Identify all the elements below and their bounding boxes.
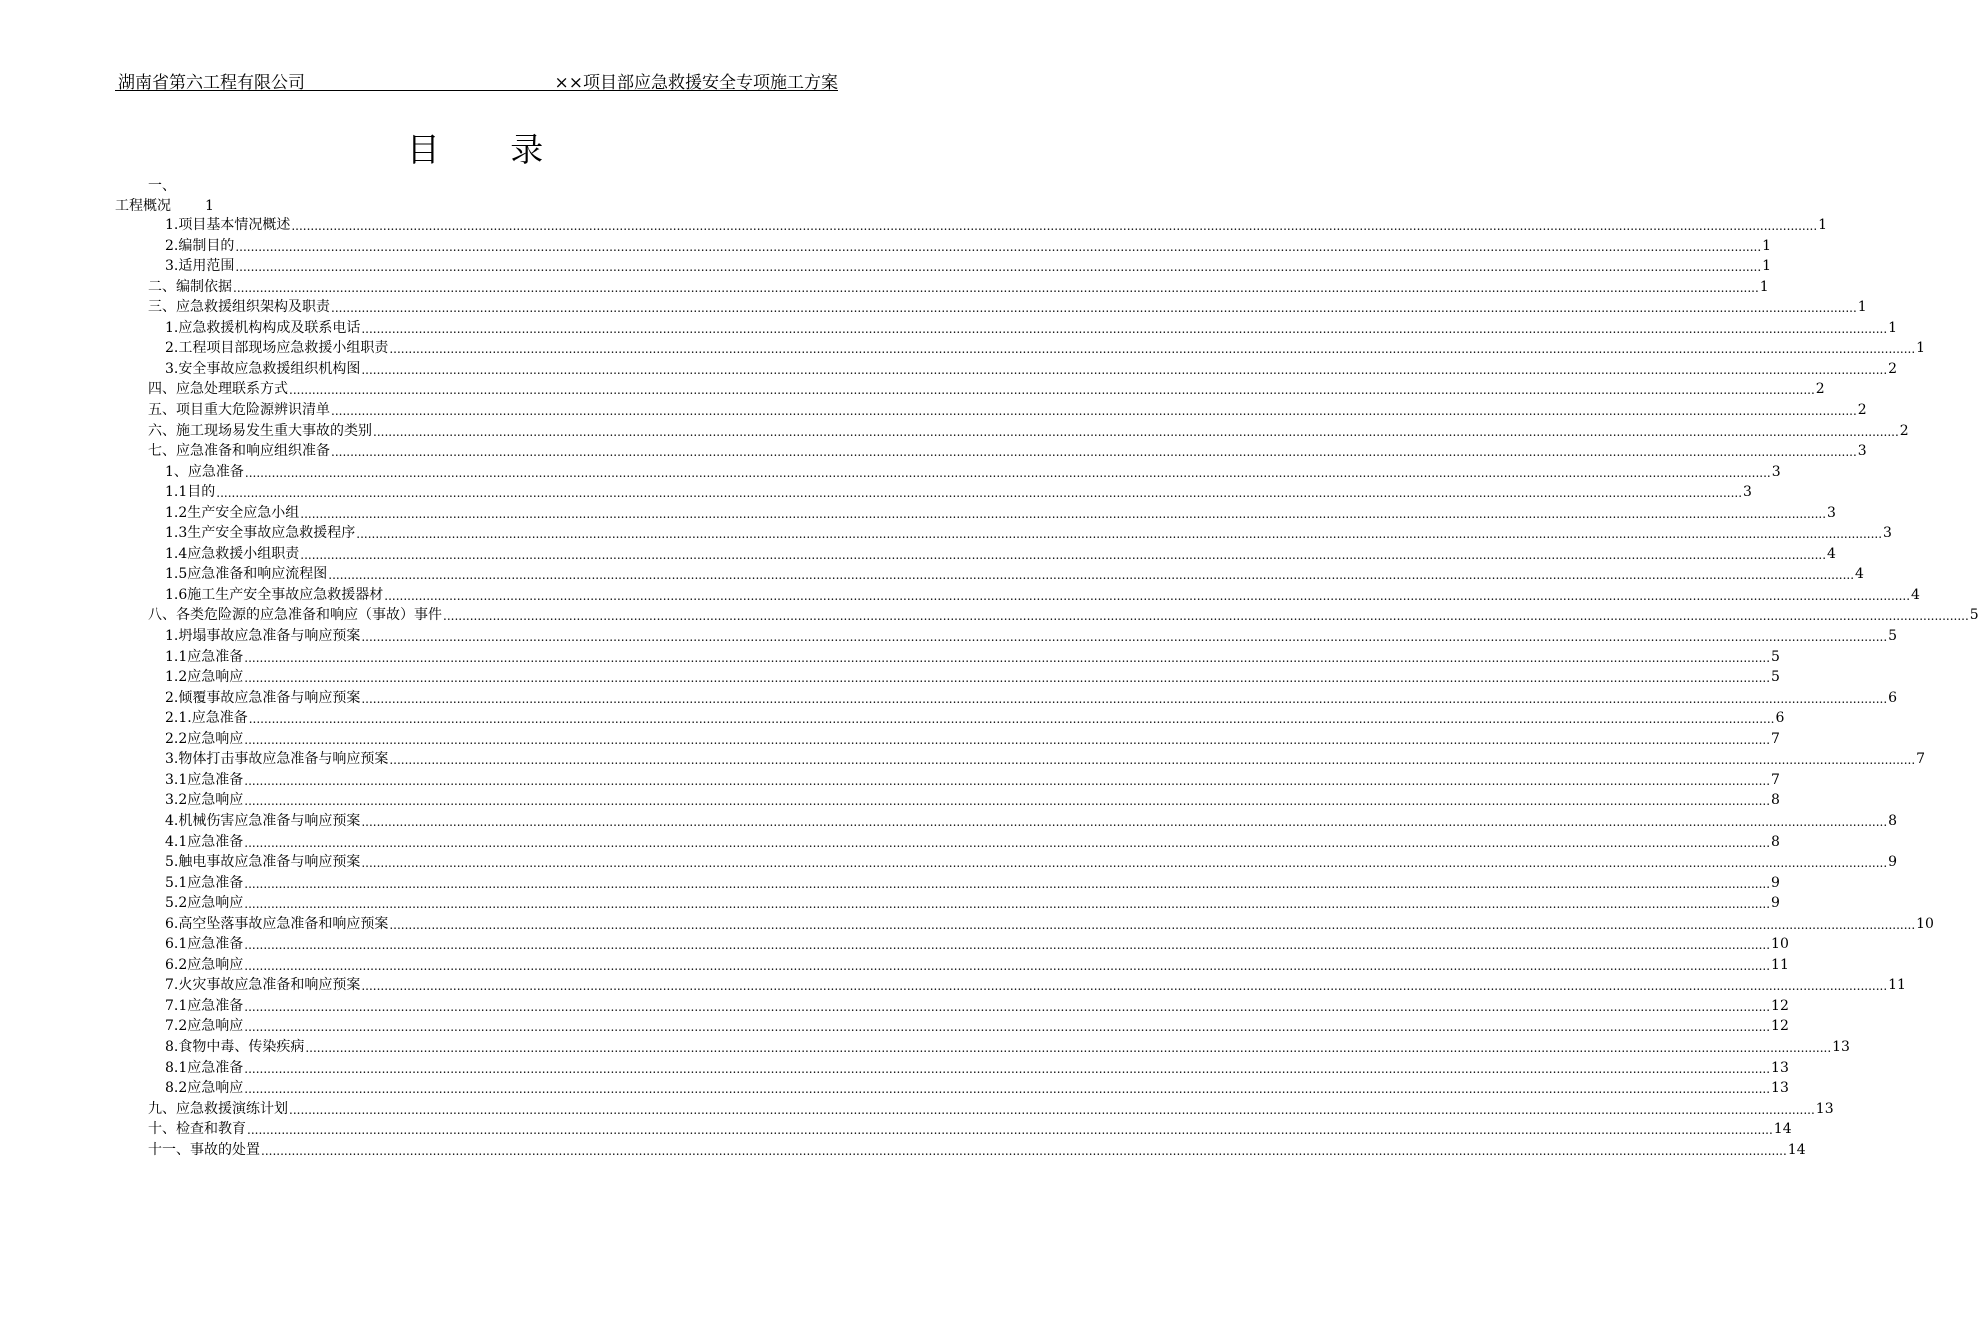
toc-entry-page: 3	[1857, 443, 1867, 460]
toc-entry-text: 九、应急救援演练计划	[148, 1100, 288, 1117]
toc-entry[interactable]	[165, 832, 1780, 852]
toc-entry-text: 应急响应	[187, 1018, 244, 1035]
toc-entry-text: 二、编制依据	[148, 278, 232, 295]
dot-leader: ................................................................................................................................................................................................................................................................................................................................................................................................................	[261, 1143, 1787, 1158]
toc-entry-text: 三、应急救援组织架构及职责	[148, 299, 330, 316]
dot-leader: ................................................................................................................................................................................................................................................................................................................................................................................................................	[244, 876, 1771, 891]
toc-entry-text: 应急准备	[187, 771, 244, 788]
dot-leader: ................................................................................................................................................................................................................................................................................................................................................................................................................	[244, 465, 1771, 480]
toc-entry-page: 6	[1775, 710, 1785, 727]
toc-entry-page: 5	[1771, 648, 1780, 665]
dot-leader: ................................................................................................................................................................................................................................................................................................................................................................................................................	[331, 301, 1857, 316]
dot-leader: ................................................................................................................................................................................................................................................................................................................................................................................................................	[248, 712, 1775, 727]
toc-entry-text: 生产安全应急小组	[187, 504, 300, 521]
dot-leader: ................................................................................................................................................................................................................................................................................................................................................................................................................	[305, 1041, 1832, 1055]
toc-entry-page: 1	[1818, 217, 1828, 233]
toc-entry[interactable]	[148, 441, 1867, 461]
dot-leader: ................................................................................................................................................................................................................................................................................................................................................................................................................	[216, 486, 1743, 501]
toc-entry-page: 13	[1832, 1039, 1850, 1055]
toc-entry-number: 3.	[165, 258, 179, 275]
toc-entry-number: 1.2	[165, 504, 188, 521]
toc-entry-page: 7	[1771, 730, 1780, 747]
dot-leader: ................................................................................................................................................................................................................................................................................................................................................................................................................	[443, 609, 1969, 624]
toc-entry-text: 四、应急处理联系方式	[148, 381, 288, 398]
toc-entry[interactable]	[165, 688, 1898, 708]
toc-entry[interactable]	[148, 1099, 1834, 1119]
toc-entry-page: 11	[1771, 956, 1789, 973]
toc-entry-number: 2.1.	[165, 710, 192, 727]
toc-entry-number: 1.1	[165, 484, 188, 501]
toc-entry-number: 8.	[165, 1039, 179, 1055]
toc-entry-page: 2	[1815, 381, 1825, 398]
toc-entry[interactable]	[165, 708, 1785, 728]
toc-entry-text: 物体打击事故应急准备与响应预案	[178, 751, 389, 768]
dot-leader: ................................................................................................................................................................................................................................................................................................................................................................................................................	[300, 506, 1827, 521]
toc-entry-number: 6.1	[165, 936, 188, 953]
toc-entry-text: 应急准备	[187, 936, 244, 953]
toc-entry-number: 1.6	[165, 586, 188, 603]
toc-entry-text: 应急响应	[187, 792, 244, 809]
toc-entry-number: 5.	[165, 854, 179, 871]
toc-entry-page: 7	[1771, 771, 1780, 788]
toc-entry-text: 应急救援小组职责	[187, 545, 300, 562]
dot-leader: ................................................................................................................................................................................................................................................................................................................................................................................................................	[247, 1123, 1773, 1138]
toc-entry-number: 2.	[165, 689, 179, 706]
dot-leader: ................................................................................................................................................................................................................................................................................................................................................................................................................	[361, 856, 1888, 871]
toc-entry-page: 1	[1888, 319, 1898, 336]
toc-entry[interactable]	[165, 852, 1898, 872]
toc-entry-number: 1.	[165, 319, 179, 336]
dot-leader: ................................................................................................................................................................................................................................................................................................................................................................................................................	[389, 342, 1916, 357]
toc-entry-text: 火灾事故应急准备和响应预案	[178, 977, 361, 994]
toc-entry-first-num[interactable]: 一、	[148, 178, 176, 194]
dot-leader: ................................................................................................................................................................................................................................................................................................................................................................................................................	[373, 424, 1899, 439]
dot-leader: ................................................................................................................................................................................................................................................................................................................................................................................................................	[244, 835, 1771, 850]
dot-leader: ................................................................................................................................................................................................................................................................................................................................................................................................................	[244, 1061, 1771, 1076]
toc-entry-text: 六、施工现场易发生重大事故的类别	[148, 422, 372, 439]
toc-entry-page: 3	[1771, 463, 1781, 480]
toc-entry-page: 10	[1771, 936, 1789, 953]
page-header	[115, 66, 838, 91]
toc-entry-number: 3.	[165, 751, 179, 768]
toc-entry-text: 安全事故应急救援组织机构图	[178, 360, 361, 377]
toc-entry[interactable]	[165, 770, 1780, 790]
toc-entry-page: 8	[1771, 792, 1780, 809]
toc-entry-page: 3	[1743, 484, 1752, 501]
toc-entry-page: 4	[1855, 566, 1864, 583]
toc-entry-page: 8	[1771, 833, 1780, 850]
toc-entry-number: 3.2	[165, 792, 188, 809]
toc-entry-text: 编制目的	[178, 237, 235, 254]
toc-entry[interactable]	[148, 297, 1867, 317]
toc-entry-number: 5.1	[165, 874, 188, 891]
toc-entry-number: 1.3	[165, 525, 188, 542]
dot-leader: ................................................................................................................................................................................................................................................................................................................................................................................................................	[389, 753, 1916, 768]
toc-entry-number: 2.	[165, 237, 179, 254]
toc-entry-page: 5	[1771, 669, 1780, 686]
dot-leader: ................................................................................................................................................................................................................................................................................................................................................................................................................	[328, 568, 1855, 583]
toc-title: 目 录	[406, 130, 574, 169]
toc-entry-page: 8	[1888, 812, 1898, 829]
toc-entry-text: 应急准备	[191, 710, 248, 727]
dot-leader: ................................................................................................................................................................................................................................................................................................................................................................................................................	[331, 445, 1857, 460]
toc-entry-page: 6	[1888, 689, 1898, 706]
toc-entry[interactable]	[148, 400, 1867, 420]
toc-entry[interactable]	[165, 256, 1772, 276]
toc-entry[interactable]	[165, 236, 1772, 256]
toc-entry-page: 9	[1771, 874, 1780, 891]
dot-leader: ................................................................................................................................................................................................................................................................................................................................................................................................................	[361, 362, 1888, 377]
toc-entry[interactable]	[165, 318, 1898, 338]
toc-entry-text: 高空坠落事故应急准备和响应预案	[178, 915, 389, 932]
toc-entry-text: 应急响应	[187, 956, 244, 973]
toc-entry[interactable]	[165, 975, 1906, 995]
toc-entry-text: 十一、事故的处置	[148, 1141, 260, 1158]
toc-entry-number: 5.2	[165, 895, 188, 912]
dot-leader: ................................................................................................................................................................................................................................................................................................................................................................................................................	[291, 219, 1818, 233]
dot-leader: ................................................................................................................................................................................................................................................................................................................................................................................................................	[389, 917, 1916, 932]
toc-entry-number: 8.2	[165, 1080, 188, 1097]
toc-entry-text: 十、检查和教育	[148, 1121, 246, 1138]
toc-entry[interactable]	[165, 934, 1789, 954]
toc-entry-number: 1.	[165, 628, 179, 644]
toc-entry-page: 1	[1762, 258, 1772, 275]
dot-leader: ................................................................................................................................................................................................................................................................................................................................................................................................................	[235, 260, 1762, 275]
toc-entry-page: 5	[1969, 607, 1979, 624]
toc-entry-text: 工程概况	[115, 198, 171, 214]
toc-entry-page: 7	[1916, 751, 1926, 768]
toc-entry-text: 目的	[187, 484, 216, 501]
toc-entry-page: 5	[1888, 628, 1898, 644]
dot-leader: ................................................................................................................................................................................................................................................................................................................................................................................................................	[300, 547, 1827, 562]
toc-entry[interactable]	[165, 503, 1836, 523]
toc-entry[interactable]	[148, 277, 1769, 297]
toc-entry-text: 坍塌事故应急准备与响应预案	[178, 628, 361, 644]
toc-entry-page: 9	[1888, 854, 1898, 871]
toc-entry-number: 7.	[165, 977, 179, 994]
toc-entry-text: 应急响应	[187, 730, 244, 747]
toc-entry-page: 1	[1857, 299, 1867, 316]
dot-leader: ................................................................................................................................................................................................................................................................................................................................................................................................................	[361, 630, 1888, 644]
toc-entry-text: 食物中毒、传染疾病	[178, 1039, 305, 1055]
toc-entry-text: 倾覆事故应急准备与响应预案	[178, 689, 361, 706]
toc-entry-number: 2.2	[165, 730, 188, 747]
toc-entry[interactable]	[165, 585, 1920, 605]
toc-entry[interactable]	[165, 729, 1780, 749]
toc-entry-page: 3	[1827, 504, 1836, 521]
toc-entry[interactable]	[165, 1016, 1789, 1036]
toc-entry[interactable]	[165, 544, 1836, 564]
toc-entry-text: 应急救援机构构成及联系电话	[178, 319, 361, 336]
dot-leader: ................................................................................................................................................................................................................................................................................................................................................................................................................	[244, 938, 1771, 953]
toc-entry-text: 应急准备	[187, 648, 244, 665]
toc-entry-text: 应急准备	[187, 874, 244, 891]
toc-entry-number: 1.4	[165, 545, 188, 562]
toc-entry-text: 八、各类危险源的应急准备和响应（事故）事件	[148, 607, 442, 624]
dot-leader: ................................................................................................................................................................................................................................................................................................................................................................................................................	[244, 794, 1771, 809]
dot-leader: ................................................................................................................................................................................................................................................................................................................................................................................................................	[244, 650, 1771, 665]
toc-entry-text: 项目基本情况概述	[178, 217, 291, 233]
toc-entry-page: 2	[1888, 360, 1898, 377]
toc-entry-text: 应急响应	[187, 669, 244, 686]
dot-leader: ................................................................................................................................................................................................................................................................................................................................................................................................................	[289, 1102, 1815, 1117]
toc-entry-text: 1、应急准备	[165, 463, 244, 480]
toc-entry-page: 2	[1899, 422, 1909, 439]
toc-entry-page: 9	[1771, 895, 1780, 912]
dot-leader: ................................................................................................................................................................................................................................................................................................................................................................................................................	[244, 897, 1771, 912]
toc-entry-text: 五、项目重大危险源辨识清单	[148, 401, 330, 418]
toc-entry-page: 1	[1762, 237, 1772, 254]
toc-entry[interactable]	[165, 996, 1789, 1016]
toc-entry-page: 14	[1773, 1121, 1792, 1138]
toc-entry-text: 触电事故应急准备与响应预案	[178, 854, 361, 871]
toc-entry-number: 7.1	[165, 997, 188, 1014]
toc-entry[interactable]	[165, 626, 1898, 646]
dot-leader: ................................................................................................................................................................................................................................................................................................................................................................................................................	[244, 671, 1771, 686]
toc-entry[interactable]	[148, 1119, 1792, 1139]
toc-entry-page: 1	[205, 198, 214, 214]
toc-entry-number: 6.2	[165, 956, 188, 973]
toc-entry-page: 4	[1911, 586, 1920, 603]
dot-leader: ................................................................................................................................................................................................................................................................................................................................................................................................................	[356, 527, 1883, 542]
dot-leader: ................................................................................................................................................................................................................................................................................................................................................................................................................	[244, 958, 1771, 973]
toc-entry-page: 4	[1827, 545, 1836, 562]
dot-leader: ................................................................................................................................................................................................................................................................................................................................................................................................................	[361, 321, 1888, 336]
dot-leader: ................................................................................................................................................................................................................................................................................................................................................................................................................	[384, 588, 1911, 603]
company-name: 湖南省第六工程有限公司	[118, 73, 305, 93]
toc-entry-number: 1.2	[165, 669, 188, 686]
dot-leader: ................................................................................................................................................................................................................................................................................................................................................................................................................	[361, 979, 1888, 994]
document-title: ××项目部应急救援安全专项施工方案	[554, 73, 838, 93]
dot-leader: ................................................................................................................................................................................................................................................................................................................................................................................................................	[289, 383, 1815, 398]
toc-entry-page: 2	[1857, 401, 1867, 418]
toc-entry-page: 13	[1815, 1100, 1834, 1117]
toc-entry-text: 应急准备和响应流程图	[187, 566, 328, 583]
toc-entry-text: 工程项目部现场应急救援小组职责	[178, 340, 389, 357]
toc-entry[interactable]	[165, 955, 1789, 975]
toc-entry-text: 应急响应	[187, 895, 244, 912]
dot-leader: ................................................................................................................................................................................................................................................................................................................................................................................................................	[244, 1020, 1771, 1035]
toc-entry-number: 1.1	[165, 648, 188, 665]
toc-entry-text: 适用范围	[178, 258, 235, 275]
toc-entry-text: 应急准备	[187, 833, 244, 850]
toc-entry[interactable]	[165, 215, 1828, 235]
toc-entry-page: 14	[1787, 1141, 1806, 1158]
dot-leader: ................................................................................................................................................................................................................................................................................................................................................................................................................	[235, 239, 1762, 254]
toc-entry-page: 1	[1916, 340, 1926, 357]
toc-entry[interactable]	[165, 1058, 1789, 1078]
toc-entry[interactable]	[148, 379, 1825, 399]
toc-entry[interactable]	[148, 605, 1979, 625]
toc-entry-page: 13	[1771, 1080, 1789, 1097]
toc-entry-number: 3.1	[165, 771, 188, 788]
toc-entry-text: 生产安全事故应急救援程序	[187, 525, 356, 542]
toc-entry-text: 机械伤害应急准备与响应预案	[178, 812, 361, 829]
toc-entry[interactable]	[165, 873, 1780, 893]
dot-leader: ................................................................................................................................................................................................................................................................................................................................................................................................................	[244, 999, 1771, 1014]
toc-entry[interactable]	[165, 647, 1780, 667]
toc-entry[interactable]	[165, 811, 1898, 831]
dot-leader: ................................................................................................................................................................................................................................................................................................................................................................................................................	[361, 814, 1888, 829]
dot-leader: ................................................................................................................................................................................................................................................................................................................................................................................................................	[331, 403, 1857, 418]
toc-entry[interactable]	[165, 462, 1781, 482]
toc-entry[interactable]	[165, 893, 1780, 913]
toc-entry-number: 1.	[165, 217, 179, 233]
dot-leader: ................................................................................................................................................................................................................................................................................................................................................................................................................	[361, 691, 1888, 706]
toc-entry-number: 4.1	[165, 833, 188, 850]
toc-entry-number: 2.	[165, 340, 179, 357]
toc-entry[interactable]	[165, 914, 1934, 934]
toc-entry-page: 3	[1883, 525, 1892, 542]
toc-entry[interactable]	[165, 482, 1752, 502]
toc-entry-text: 施工生产安全事故应急救援器材	[187, 586, 384, 603]
toc-entry[interactable]	[165, 523, 1892, 543]
dot-leader: ................................................................................................................................................................................................................................................................................................................................................................................................................	[244, 1082, 1771, 1097]
toc-entry[interactable]	[165, 359, 1898, 379]
toc-entry[interactable]	[165, 1078, 1789, 1098]
toc-entry-number: 4.	[165, 812, 179, 829]
toc-entry-first[interactable]	[115, 196, 214, 216]
toc-entry[interactable]	[165, 564, 1864, 584]
toc-entry-number: 8.1	[165, 1059, 188, 1076]
toc-entry-page: 1	[1759, 278, 1769, 295]
toc-entry-number: 7.2	[165, 1018, 188, 1035]
dot-leader: ................................................................................................................................................................................................................................................................................................................................................................................................................	[233, 280, 1759, 295]
toc-entry-number: 3.	[165, 360, 179, 377]
toc-entry-page: 12	[1771, 997, 1789, 1014]
toc-entry[interactable]	[165, 790, 1780, 810]
toc-entry[interactable]	[165, 1037, 1850, 1057]
toc-entry-page: 11	[1888, 977, 1906, 994]
toc-entry-text: 七、应急准备和响应组织准备	[148, 443, 330, 460]
toc-entry[interactable]	[148, 1140, 1806, 1160]
dot-leader: ................................................................................................................................................................................................................................................................................................................................................................................................................	[244, 732, 1771, 747]
dot-leader: ................................................................................................................................................................................................................................................................................................................................................................................................................	[244, 773, 1771, 788]
toc-entry-text: 应急响应	[187, 1080, 244, 1097]
toc-entry-number: 6.	[165, 915, 179, 932]
toc-entry[interactable]	[165, 667, 1780, 687]
toc-entry-number: 1.5	[165, 566, 188, 583]
toc-entry-text: 应急准备	[187, 997, 244, 1014]
toc-entry-page: 12	[1771, 1018, 1789, 1035]
toc-entry-page: 13	[1771, 1059, 1789, 1076]
toc-entry[interactable]	[165, 749, 1926, 769]
toc-entry[interactable]	[165, 338, 1926, 358]
toc-entry-page: 10	[1916, 915, 1934, 932]
toc-entry-text: 应急准备	[187, 1059, 244, 1076]
toc-entry[interactable]	[148, 421, 1909, 441]
